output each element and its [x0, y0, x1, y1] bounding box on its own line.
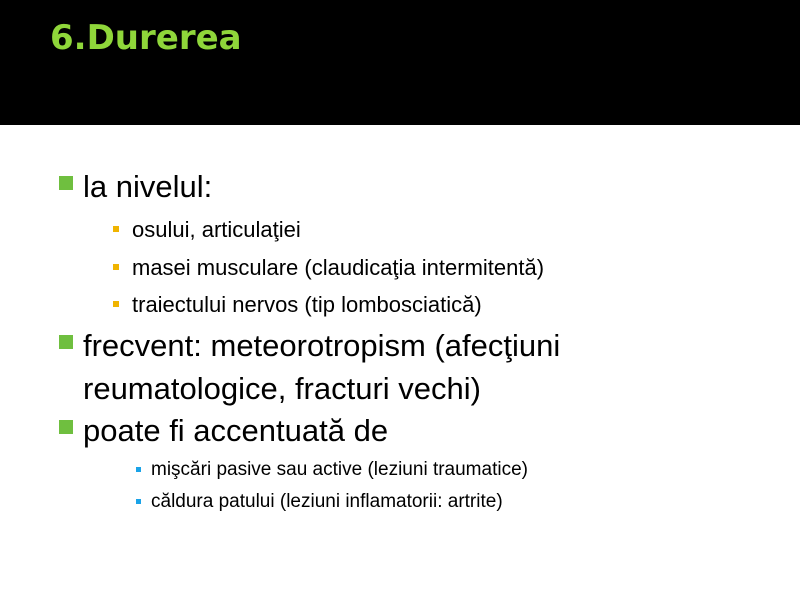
- bullet-la-nivelul: la nivelul:: [83, 169, 213, 204]
- square-bullet-icon: [136, 467, 141, 472]
- bullet-frecvent-line-1: frecvent: meteorotropism (afecţiuni: [83, 328, 561, 363]
- square-bullet-icon: [59, 335, 73, 349]
- square-bullet-icon: [136, 499, 141, 504]
- square-bullet-icon: [113, 264, 119, 270]
- sub-bullet-caldura: căldura patului (leziuni inflamatorii: artrite): [151, 491, 503, 512]
- square-bullet-icon: [59, 176, 73, 190]
- square-bullet-icon: [113, 301, 119, 307]
- bullet-frecvent-line-2: reumatologice, fracturi vechi): [83, 371, 481, 406]
- sub-bullet-miscari: mişcări pasive sau active (leziuni traumatice): [151, 459, 528, 480]
- bullet-poate-fi: poate fi accentuată de: [83, 413, 389, 448]
- sub-bullet-osului: osului, articulaţiei: [132, 217, 301, 242]
- square-bullet-icon: [113, 226, 119, 232]
- sub-bullet-masei: masei musculare (claudicaţia intermitentă): [132, 255, 545, 280]
- square-bullet-icon: [59, 420, 73, 434]
- slide-title: 6.Durerea: [50, 18, 242, 58]
- sub-bullet-traiectului: traiectului nervos (tip lombosciatică): [132, 292, 482, 317]
